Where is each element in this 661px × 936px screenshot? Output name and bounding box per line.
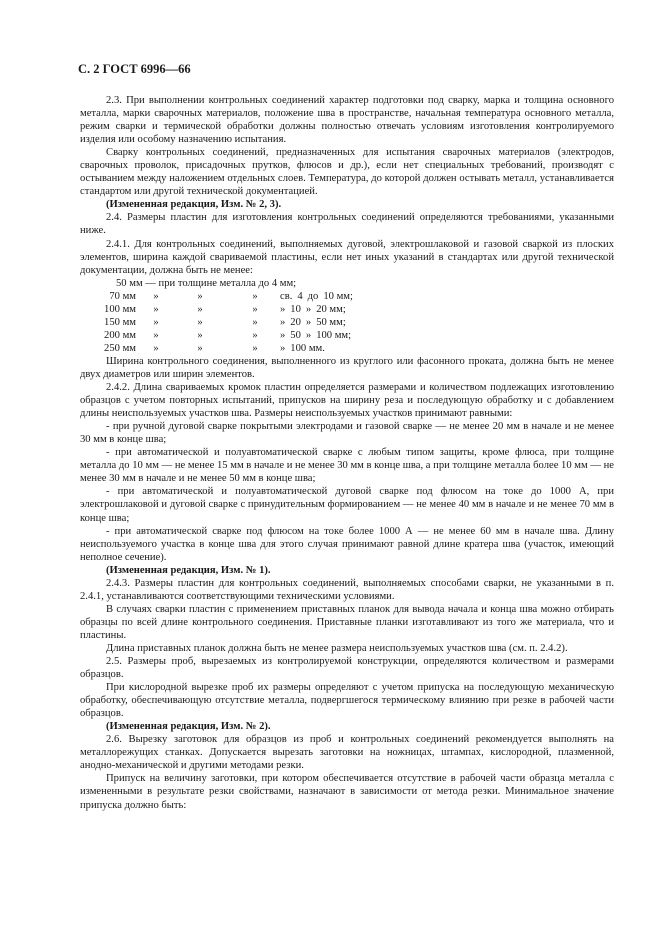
ditto-mark: » (153, 342, 159, 354)
width-cell: 250 мм (104, 342, 136, 354)
list-item-flux-over-1000a: - при автоматической сварке под флюсом на токе более 1000 А — не менее 60 мм в начале шва. Длину неиспользуемого участка в конце шва для этого случая принимают равной длине кратера шва (участок, имеющий неполное сечение). (80, 525, 614, 563)
thickness-range (280, 303, 370, 316)
thickness-range-part: 50 мм; (316, 316, 346, 328)
ditto-mark: » (252, 303, 258, 315)
ditto-mark: » (197, 316, 203, 328)
paragraph-welding-cooling: Сварку контрольных соединений, предназначенных для испытания сварочных материалов (электродов, сварочных проволок, присадочных прутков, флюсов и др.), если нет специальных требований, производят с остыванием между наложением отдельных слоев. Температура, до которой должен остывать металл, устанавливается стандартом или другой технической документацией. (80, 147, 614, 198)
paragraph-2-6: 2.6. Вырезку заготовок для образцов из проб и контрольных соединений рекомендуется выполнять на металлорежущих станках. Допускается вырезать заготовки на ножницах, штампах, кислородной, плазменной, анодно-механической и другими методами резки. (80, 734, 614, 772)
paragraph-allowance: Припуск на величину заготовки, при котором обеспечивается отсутствие в рабочей части образца металла с измененными в результате резки свойствами, назначают в зависимости от метода резки. Минимальное значение припуска должно быть: (80, 773, 614, 811)
paragraph-2-4: 2.4. Размеры пластин для изготовления контрольных соединений определяются требованиями, указанными ниже. (80, 212, 614, 237)
paragraph-2-4-1: 2.4.1. Для контрольных соединений, выполняемых дуговой, электрошлаковой и газовой сваркой из плоских элементов, ширина каждой свариваемой пластины, если нет иных указаний в стандартах или другой технической документации, должна быть не менее: (80, 238, 614, 276)
paragraph-2-4-3: 2.4.3. Размеры пластин для контрольных соединений, выполняемых способами сварки, не указанными в п. 2.4.1, устанавливаются соответствующими техническими условиями. (80, 577, 614, 602)
width-cell: 150 мм (104, 316, 136, 328)
amendment-note: (Измененная редакция, Изм. № 2). (106, 721, 271, 733)
thickness-range-part: » (305, 316, 312, 328)
paragraph-oxygen-cutting: При кислородной вырезке проб их размеры определяют с учетом припуска на последующую механическую обработку, обеспечивающую отсутствие металла, подвергшегося термическому влиянию при резке в рабочей части образцов. (80, 682, 614, 720)
width-table-row (80, 303, 614, 316)
width-table-row (80, 342, 614, 355)
thickness-range-part: 10 мм; (323, 290, 353, 302)
thickness-range-part: 20 мм; (316, 303, 346, 315)
ditto-mark: » (197, 290, 203, 302)
thickness-range-part: 100 мм; (316, 329, 352, 341)
width-table-row (80, 329, 614, 342)
thickness-range (280, 316, 370, 329)
width-cell: 100 мм (104, 303, 136, 315)
thickness-range (280, 290, 370, 303)
paragraph-round-profile: Ширина контрольного соединения, выполненного из круглого или фасонного проката, должна быть не менее двух диаметров или ширин элементов. (80, 355, 614, 380)
amendment-note: (Измененная редакция, Изм. № 1). (106, 564, 271, 576)
paragraph-2-5: 2.5. Размеры проб, вырезаемых из контролируемой конструкции, определяются количеством и размерами образцов. (80, 656, 614, 681)
width-table-row (80, 290, 614, 303)
page-header: С. 2 ГОСТ 6996—66 (78, 62, 191, 76)
paragraph-tab-length: Длина приставных планок должна быть не менее размера неиспользуемых участков шва (см. п. 2.4.2). (106, 642, 568, 654)
list-item-manual-arc: - при ручной дуговой сварке покрытыми электродами и газовой сварке — не менее 20 мм в начале и не менее 30 мм в конце шва; (80, 421, 614, 446)
thickness-range-part: » (305, 303, 312, 315)
ditto-mark: » (153, 290, 159, 302)
thickness-range-part: » (280, 303, 286, 315)
ditto-mark: » (153, 316, 159, 328)
paragraph-2-4-2: 2.4.2. Длина свариваемых кромок пластин определяется размерами и количеством подлежащих изготовлению образцов с учетом повторных испытаний, припусков на ширину реза и последующую обработку и с добавлением длины неиспользуемых участков шва. Размеры неиспользуемых участков принимают равными: (80, 382, 614, 420)
amendment-note: (Измененная редакция, Изм. № 2, 3). (106, 199, 282, 211)
paragraph-runoff-tabs: В случаях сварки пластин с применением приставных планок для вывода начала и конца шва можно отбирать образцы по всей длине контрольного соединения. Приставные планки изготавливают из того же материала, что и пластины. (80, 603, 614, 641)
width-table-first-line: 50 мм — при толщине металла до 4 мм; (116, 277, 297, 289)
width-cell: 200 мм (104, 329, 136, 341)
ditto-mark: » (252, 316, 258, 328)
list-item-auto-semiauto: - при автоматической и полуавтоматической сварке с любым типом защиты, кроме флюса, при толщине металла до 10 мм — не менее 15 мм в начале и не менее 30 мм в конце шва, а при толщине металла более 10 мм — не менее 30 мм в начале и не менее 50 мм в конце шва; (80, 447, 614, 485)
thickness-range (280, 342, 370, 355)
thickness-range-part: св. (280, 290, 293, 302)
thickness-range-part: до (307, 290, 319, 302)
width-table (80, 277, 614, 355)
thickness-range-part: » (280, 342, 286, 354)
ditto-mark: » (197, 342, 203, 354)
document-body (80, 94, 614, 812)
thickness-range-part: 4 (297, 290, 303, 302)
thickness-range-part: 20 (290, 316, 301, 328)
thickness-range-part: » (280, 329, 286, 341)
ditto-mark: » (252, 342, 258, 354)
ditto-mark: » (252, 290, 258, 302)
ditto-mark: » (252, 329, 258, 341)
list-item-flux-1000a: - при автоматической и полуавтоматической дуговой сварке под флюсом на токе до 1000 А, при электрошлаковой и дуговой сварке с принудительным формированием — не менее 40 мм в начале и не менее 70 мм в конце шва; (80, 486, 614, 524)
thickness-range-part: 50 (290, 329, 301, 341)
width-cell: 70 мм (109, 290, 136, 302)
ditto-mark: » (153, 303, 159, 315)
thickness-range-part: » (280, 316, 286, 328)
thickness-range-part: 100 мм. (290, 342, 325, 354)
thickness-range-part: » (305, 329, 312, 341)
paragraph-2-3: 2.3. При выполнении контрольных соединений характер подготовки под сварку, марка и толщина основного металла, марки сварочных материалов, положение шва в пространстве, начальная температура основного металла, режим сварки и термической обработки должны полностью отвечать условиям изготовления контролируемого изделия или особому назначению испытания. (80, 95, 614, 146)
thickness-range (280, 329, 370, 342)
width-table-row (80, 316, 614, 329)
ditto-mark: » (197, 303, 203, 315)
ditto-mark: » (197, 329, 203, 341)
thickness-range-part: 10 (290, 303, 301, 315)
ditto-mark: » (153, 329, 159, 341)
